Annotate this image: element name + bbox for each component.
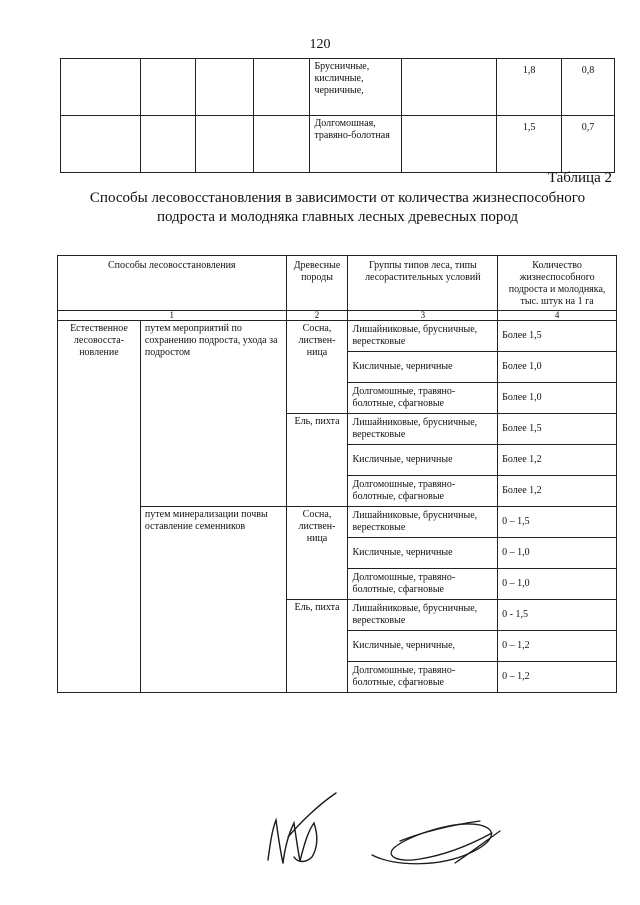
table-row bbox=[58, 507, 617, 538]
table-row bbox=[61, 59, 615, 116]
value-cell: 1,8 bbox=[497, 59, 562, 116]
species-cell: Сосна, листвен-ница bbox=[286, 321, 348, 414]
column-numbers-row bbox=[58, 311, 617, 321]
forest-group-cell: Лишайниковые, брусничные, верестковые bbox=[348, 414, 498, 445]
table-row bbox=[58, 321, 617, 352]
qty-cell: 0 - 1,5 bbox=[498, 600, 617, 631]
forest-group-cell: Долгомошные, травяно-болотные, сфагновые bbox=[348, 662, 498, 693]
value-cell: 0,8 bbox=[562, 59, 615, 116]
qty-cell: 0 – 1,0 bbox=[498, 538, 617, 569]
forest-group-cell: Кисличные, черничные bbox=[348, 538, 498, 569]
forest-group-cell: Лишайниковые, брусничные, верестковые bbox=[348, 507, 498, 538]
forest-group-cell: Долгомошные, травяно-болотные, сфагновые bbox=[348, 476, 498, 507]
reforestation-table bbox=[57, 255, 617, 693]
header-species: Древесные породы bbox=[286, 256, 348, 311]
qty-cell: Более 1,5 bbox=[498, 414, 617, 445]
qty-cell: 0 – 1,2 bbox=[498, 631, 617, 662]
method-cell: Естественное лесовосста-новление bbox=[58, 321, 141, 693]
forest-group-cell: Долгомошные, травяно-болотные, сфагновые bbox=[348, 383, 498, 414]
header-row bbox=[58, 256, 617, 311]
qty-cell: Более 1,5 bbox=[498, 321, 617, 352]
forest-group-cell: Лишайниковые, брусничные, верестковые bbox=[348, 600, 498, 631]
forest-group-cell: Долгомошные, травяно-болотные, сфагновые bbox=[348, 569, 498, 600]
value-cell: 1,5 bbox=[497, 116, 562, 173]
qty-cell: Более 1,0 bbox=[498, 383, 617, 414]
qty-cell: Более 1,2 bbox=[498, 445, 617, 476]
signature-right bbox=[372, 821, 500, 864]
table-label: Таблица 2 bbox=[547, 170, 612, 186]
qty-cell: Более 1,0 bbox=[498, 352, 617, 383]
forest-group-cell: Лишайниковые, брусничные, верестковые bbox=[348, 321, 498, 352]
species-cell: Ель, пихта bbox=[286, 414, 348, 507]
submethod-cell: путем минерализации почвы оставление семенников bbox=[140, 507, 286, 693]
qty-cell: 0 – 1,5 bbox=[498, 507, 617, 538]
value-cell: 0,7 bbox=[562, 116, 615, 173]
column-number: 1 bbox=[58, 311, 287, 321]
forest-group-cell: Кисличные, черничные, bbox=[348, 631, 498, 662]
qty-cell: Более 1,2 bbox=[498, 476, 617, 507]
qty-cell: 0 – 1,2 bbox=[498, 662, 617, 693]
page-number: 120 bbox=[309, 37, 331, 52]
header-qty: Количество жизнеспособного подроста и молодняка, тыс. штук на 1 га bbox=[498, 256, 617, 311]
header-methods: Способы лесовосстановления bbox=[58, 256, 287, 311]
species-cell: Сосна, листвен-ница bbox=[286, 507, 348, 600]
column-number: 3 bbox=[348, 311, 498, 321]
signatures bbox=[0, 775, 640, 905]
table-row bbox=[61, 116, 615, 173]
forest-group-cell: Брусничные, кисличные, черничные, bbox=[310, 59, 402, 116]
forest-group-cell: Кисличные, черничные bbox=[348, 352, 498, 383]
species-cell: Ель, пихта bbox=[286, 600, 348, 693]
forest-group-cell: Кисличные, черничные bbox=[348, 445, 498, 476]
table-title: Способы лесовосстановления в зависимости от количества жизнеспособного подроста и молодняка главных лесных древесных пород bbox=[89, 190, 586, 225]
header-groups: Группы типов леса, типы лесорастительных условий bbox=[348, 256, 498, 311]
column-number: 4 bbox=[498, 311, 617, 321]
submethod-cell: путем мероприятий по сохранению подроста, ухода за подростом bbox=[140, 321, 286, 507]
column-number: 2 bbox=[286, 311, 348, 321]
qty-cell: 0 – 1,0 bbox=[498, 569, 617, 600]
forest-group-cell: Долгомошная, травяно-болотная bbox=[310, 116, 402, 173]
continuation-table bbox=[60, 58, 615, 173]
signature-left bbox=[268, 793, 336, 863]
